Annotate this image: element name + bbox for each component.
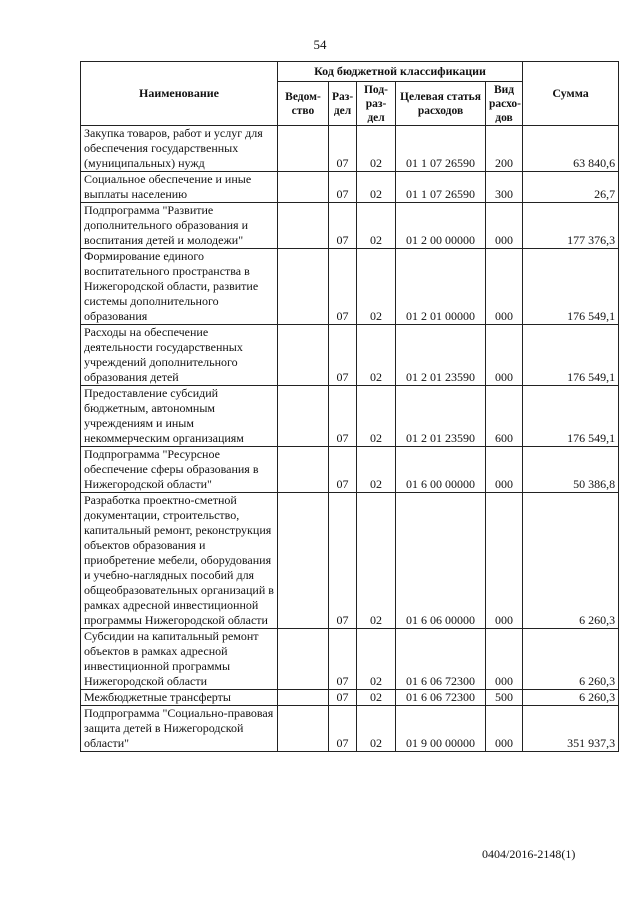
row-target-item: 01 2 01 23590 [396, 325, 486, 386]
row-department [278, 690, 329, 706]
row-name: Расходы на обеспечение деятельности государственных учреждений дополнительного образования детей [81, 325, 278, 386]
row-section: 07 [329, 706, 357, 752]
row-sum: 176 549,1 [523, 386, 619, 447]
row-expense-type: 000 [486, 706, 523, 752]
row-department [278, 249, 329, 325]
row-target-item: 01 2 01 00000 [396, 249, 486, 325]
row-department [278, 325, 329, 386]
row-subsection: 02 [357, 203, 396, 249]
row-section: 07 [329, 386, 357, 447]
row-target-item: 01 6 06 72300 [396, 629, 486, 690]
row-section: 07 [329, 629, 357, 690]
row-sum: 50 386,8 [523, 447, 619, 493]
table-row [81, 447, 619, 493]
row-name: Предоставление субсидий бюджетным, автономным учреждениям и иным некоммерческим организациям [81, 386, 278, 447]
row-name: Разработка проектно-сметной документации, строительство, капитальный ремонт, реконструкция объектов образования и приобретение мебели, оборудования и учебно-наглядных пособий для общеобразовательных организаций в рамках адресной инвестиционной программы Нижегородской области [81, 493, 278, 629]
row-name: Закупка товаров, работ и услуг для обеспечения государственных (муниципальных) нужд [81, 126, 278, 172]
header-department: Ведом-ство [278, 82, 329, 126]
row-subsection: 02 [357, 249, 396, 325]
row-department [278, 706, 329, 752]
table-row [81, 126, 619, 172]
row-department [278, 172, 329, 203]
row-name: Подпрограмма "Ресурсное обеспечение сферы образования в Нижегородской области" [81, 447, 278, 493]
header-code-group: Код бюджетной классификации [278, 62, 523, 82]
document-id: 0404/2016-2148(1) [482, 847, 576, 861]
table-row [81, 386, 619, 447]
row-subsection: 02 [357, 493, 396, 629]
row-expense-type: 600 [486, 386, 523, 447]
row-section: 07 [329, 172, 357, 203]
row-subsection: 02 [357, 325, 396, 386]
row-name: Межбюджетные трансферты [81, 690, 278, 706]
row-target-item: 01 6 00 00000 [396, 447, 486, 493]
row-target-item: 01 2 00 00000 [396, 203, 486, 249]
row-name: Подпрограмма "Социально-правовая защита детей в Нижегородской области" [81, 706, 278, 752]
row-sum: 6 260,3 [523, 493, 619, 629]
row-expense-type: 000 [486, 203, 523, 249]
row-expense-type: 300 [486, 172, 523, 203]
row-name: Субсидии на капитальный ремонт объектов в рамках адресной инвестиционной программы Нижегородской области [81, 629, 278, 690]
row-section: 07 [329, 203, 357, 249]
table-row [81, 325, 619, 386]
row-subsection: 02 [357, 447, 396, 493]
row-sum: 351 937,3 [523, 706, 619, 752]
row-subsection: 02 [357, 629, 396, 690]
row-expense-type: 500 [486, 690, 523, 706]
row-subsection: 02 [357, 690, 396, 706]
row-target-item: 01 6 06 00000 [396, 493, 486, 629]
row-section: 07 [329, 325, 357, 386]
row-sum: 176 549,1 [523, 325, 619, 386]
page-number: 54 [313, 37, 327, 52]
header-expense-type: Вид расхо-дов [486, 82, 523, 126]
row-expense-type: 000 [486, 325, 523, 386]
row-subsection: 02 [357, 706, 396, 752]
row-department [278, 447, 329, 493]
table-row [81, 249, 619, 325]
row-subsection: 02 [357, 386, 396, 447]
row-sum: 177 376,3 [523, 203, 619, 249]
row-sum: 6 260,3 [523, 629, 619, 690]
row-department [278, 493, 329, 629]
row-expense-type: 000 [486, 447, 523, 493]
row-subsection: 02 [357, 126, 396, 172]
table-row [81, 629, 619, 690]
row-target-item: 01 1 07 26590 [396, 126, 486, 172]
budget-table [80, 61, 619, 752]
header-section: Раз-дел [329, 82, 357, 126]
header-target-item: Целевая статья расходов [396, 82, 486, 126]
table-body [81, 126, 619, 752]
row-target-item: 01 2 01 23590 [396, 386, 486, 447]
header-name: Наименование [81, 62, 278, 126]
table-row [81, 493, 619, 629]
table-row [81, 203, 619, 249]
table-row [81, 706, 619, 752]
row-name: Подпрограмма "Развитие дополнительного образования и воспитания детей и молодежи" [81, 203, 278, 249]
row-expense-type: 000 [486, 493, 523, 629]
row-expense-type: 000 [486, 629, 523, 690]
row-target-item: 01 1 07 26590 [396, 172, 486, 203]
row-section: 07 [329, 447, 357, 493]
table-row [81, 172, 619, 203]
header-subsection: Под-раз-дел [357, 82, 396, 126]
row-expense-type: 200 [486, 126, 523, 172]
row-sum: 6 260,3 [523, 690, 619, 706]
table-row [81, 690, 619, 706]
row-section: 07 [329, 690, 357, 706]
header-sum: Сумма [523, 62, 619, 126]
row-subsection: 02 [357, 172, 396, 203]
row-department [278, 126, 329, 172]
row-sum: 26,7 [523, 172, 619, 203]
row-section: 07 [329, 126, 357, 172]
row-department [278, 203, 329, 249]
row-department [278, 386, 329, 447]
row-section: 07 [329, 493, 357, 629]
row-sum: 63 840,6 [523, 126, 619, 172]
row-name: Социальное обеспечение и иные выплаты населению [81, 172, 278, 203]
row-department [278, 629, 329, 690]
row-expense-type: 000 [486, 249, 523, 325]
row-target-item: 01 9 00 00000 [396, 706, 486, 752]
row-name: Формирование единого воспитательного пространства в Нижегородской области, развитие системы дополнительного образования [81, 249, 278, 325]
row-target-item: 01 6 06 72300 [396, 690, 486, 706]
row-sum: 176 549,1 [523, 249, 619, 325]
row-section: 07 [329, 249, 357, 325]
